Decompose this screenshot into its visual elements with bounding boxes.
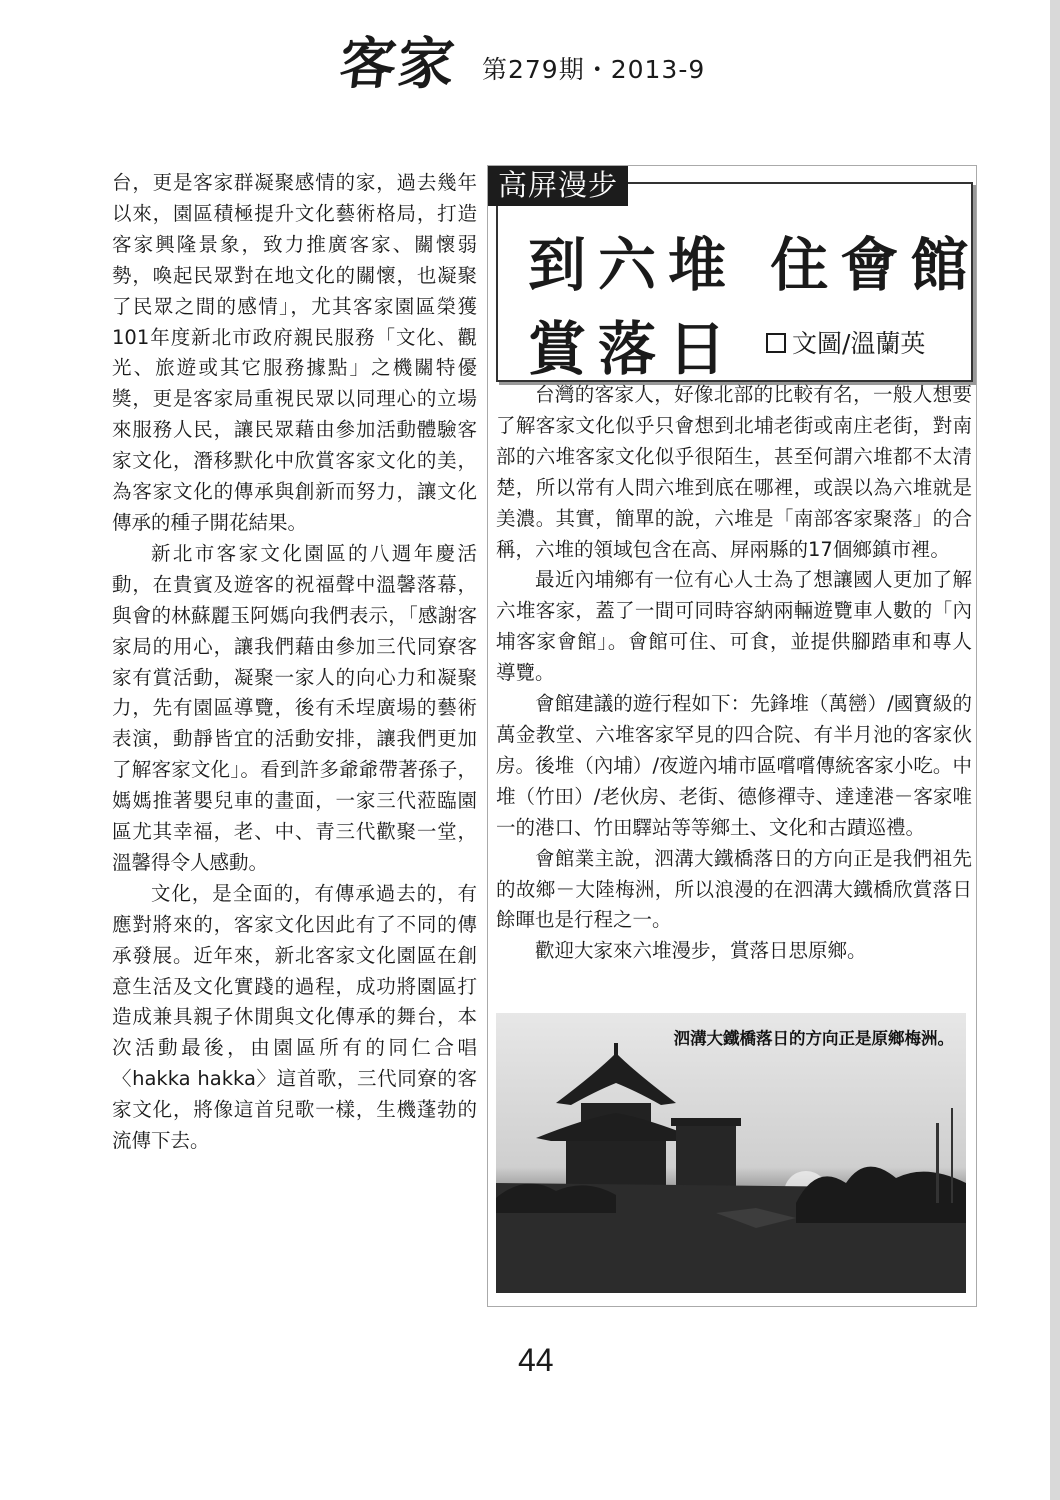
byline-text: 文圖/溫蘭英 (792, 329, 926, 358)
article-paragraph: 會館業主說，泗溝大鐵橋落日的方向正是我們祖先的故鄉－大陸梅洲，所以浪漫的在泗溝大鐵橋欣賞落日餘暉也是行程之一。 (496, 846, 972, 932)
title-box (496, 182, 981, 383)
left-column (112, 168, 477, 1157)
article-body (496, 380, 972, 967)
page-number: 44 (518, 1342, 554, 1378)
feature-article (487, 165, 981, 1307)
article-title-line-2: 賞落日 (528, 315, 739, 383)
magazine-logo: 客家 (336, 31, 460, 97)
left-paragraph: 新北市客家文化園區的八週年慶活動，在貴賓及遊客的祝福聲中溫馨落幕，與會的林蘇麗玉阿媽向我們表示，「感謝客家局的用心，讓我們藉由參加三代同寮客家有賞活動，凝聚一家人的向心力和凝聚力，先有園區導覽，後有禾埕廣場的藝術表演，動靜皆宜的活動安排，讓我們更加了解客家文化」。看到許多爺爺帶著孫子，媽媽推著嬰兒車的畫面，一家三代蒞臨園區尤其幸福，老、中、青三代歡聚一堂，溫馨得令人感動。 (112, 541, 477, 874)
article-paragraph: 台灣的客家人，好像北部的比較有名，一般人想要了解客家文化似乎只會想到北埔老街或南庄老街，對南部的六堆客家文化似乎很陌生，甚至何謂六堆都不太清楚，所以常有人問六堆到底在哪裡，或誤以為六堆就是美濃。其實，簡單的說，六堆是「南部客家聚落」的合稱，六堆的領域包含在高、屏兩縣的17個鄉鎮市裡。 (496, 383, 972, 561)
scan-edge (1050, 0, 1060, 1500)
issue-info: 第279期・2013-9 (482, 55, 706, 84)
photo-caption: 泗溝大鐵橋落日的方向正是原鄉梅洲。 (673, 1029, 954, 1048)
section-tag: 高屏漫步 (488, 166, 628, 206)
article-title-line-1: 到六堆 住會館 (528, 231, 981, 299)
masthead (336, 22, 706, 97)
left-paragraph: 台，更是客家群凝聚感情的家，過去幾年以來，園區積極提升文化藝術格局，打造客家興隆景象，致力推廣客家、關懷弱勢，喚起民眾對在地文化的關懷，也凝聚了民眾之間的感情」，尤其客家園區榮獲101年度新北市政府親民服務「文化、觀光、旅遊或其它服務據點」之機關特優獎，更是客家局重視民眾以同理心的立場來服務人民，讓民眾藉由參加活動體驗客家文化，潛移默化中欣賞客家文化的美，為客家文化的傳承與創新而努力，讓文化傳承的種子開花結果。 (112, 171, 477, 534)
sunset-pavilion-photo (496, 1013, 966, 1293)
article-paragraph: 歡迎大家來六堆漫步，賞落日思原鄉。 (535, 939, 867, 963)
left-paragraph: 文化，是全面的，有傳承過去的，有應對將來的，客家文化因此有了不同的傳承發展。近年來，新北客家文化園區在創意生活及文化實踐的過程，成功將園區打造成兼具親子休閒與文化傳承的舞台，本次活動最後，由園區所有的同仁合唱〈hakka hakka〉這首歌，三代同寮的客家文化，將像這首兒歌一樣，生機蓬勃的流傳下去。 (112, 881, 477, 1153)
byline (766, 324, 925, 360)
checkbox-square-icon (766, 333, 786, 353)
photo-silhouette (496, 1013, 966, 1293)
article-paragraph: 最近內埔鄉有一位有心人士為了想讓國人更加了解六堆客家，蓋了一間可同時容納兩輛遊覽車人數的「內埔客家會館」。會館可住、可食，並提供腳踏車和專人導覽。 (496, 568, 972, 685)
article-paragraph: 會館建議的遊行程如下：先鋒堆（萬巒）/國寶級的萬金教堂、六堆客家罕見的四合院、有半月池的客家伙房。後堆（內埔）/夜遊內埔市區嚐嚐傳統客家小吃。中堆（竹田）/老伙房、老街、德修禪寺、達達港－客家唯一的港口、竹田驛站等等鄉土、文化和古蹟巡禮。 (496, 692, 972, 839)
